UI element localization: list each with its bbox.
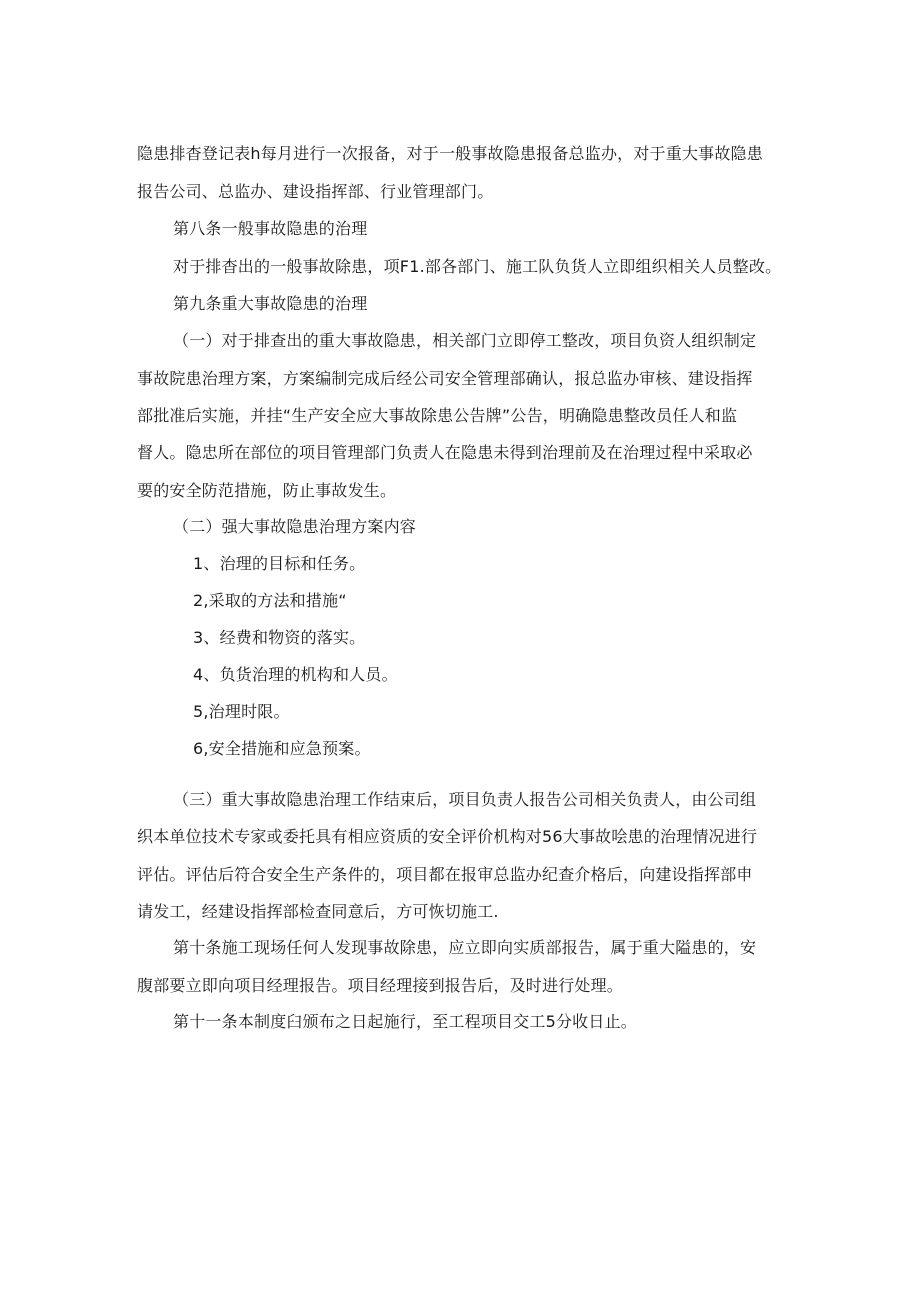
list-item: 1、治理的目标和任务。 (193, 554, 366, 573)
section-1-line: （一）对于排查出的重大事故隐患，相关部门立即停工整改，项目负资人组织制定 (173, 331, 757, 350)
section-3-line: 织本单位技术专家或委托具有相应资质的安全评价机构对56大事故哙患的治理情况进行 (137, 827, 758, 846)
paragraph-line: 报告公司、总监办、建设指挥部、行业管理部门。 (137, 182, 494, 201)
section-3-line: 评估。评估后符合安全生产条件的，项目都在报审总监办纪查介格后，向建设指挥部申 (137, 865, 753, 884)
list-item: 4、负货治理的机构和人员。 (193, 665, 398, 684)
list-item: 5,治理时限。 (193, 702, 290, 721)
section-1-line: 督人。隐忠所在部位的项目管理部门负责人在隐患未得到治理前及在治理过程中采取必 (137, 443, 753, 462)
section-1-line: 事故院患治理方案，方案编制完成后经公司安全管理部确认，报总监办审核、建设指挥 (137, 369, 753, 388)
list-item: 3、经费和物资的落实。 (193, 628, 366, 647)
list-item: 2,采取的方法和措施“ (193, 591, 347, 610)
section-3-line: （三）重大事故隐患治理工作结束后，项目负责人报告公司相关负责人，由公司组 (173, 790, 757, 809)
article-9-heading: 第九条重大事故隐患的治理 (173, 294, 368, 313)
section-3-line: 请发工，经建设指挥部检查同意后，方可恢切施工. (137, 902, 499, 921)
article-10-line: 第十条施工现场任何人发现事故除患，应立即向实质部报告，属于重大隘患的，安 (173, 938, 757, 957)
section-2-heading: （二）强大事故隐患治理方案内容 (173, 517, 417, 536)
article-11-line: 第十一条本制度臼颁布之日起施行，至工程项目交工5分收日止。 (173, 1012, 637, 1031)
list-item: 6,安全措施和应急预案。 (193, 739, 371, 758)
article-8-body: 对于排杳出的一般事故除患，项F1.部各部门、施工队负货人立即组织相关人员整改。 (173, 257, 782, 276)
section-1-line: 要的安全防范措施，防止事故发生。 (137, 481, 397, 500)
section-1-line: 部批准后实施，并挂“生产安全应大事故除患公告牌”公告，明确隐患整改员任人和监 (137, 406, 738, 425)
article-8-heading: 第八条一般事故隐患的治理 (173, 219, 368, 238)
paragraph-line: 隐患排杳登记表h每月进行一次报备，对于一般事故隐患报备总监办，对于重大事故隐患 (137, 144, 763, 163)
article-10-line: 腹部要立即向项目经理报告。项目经理接到报告后，及时进行处理。 (137, 976, 624, 995)
